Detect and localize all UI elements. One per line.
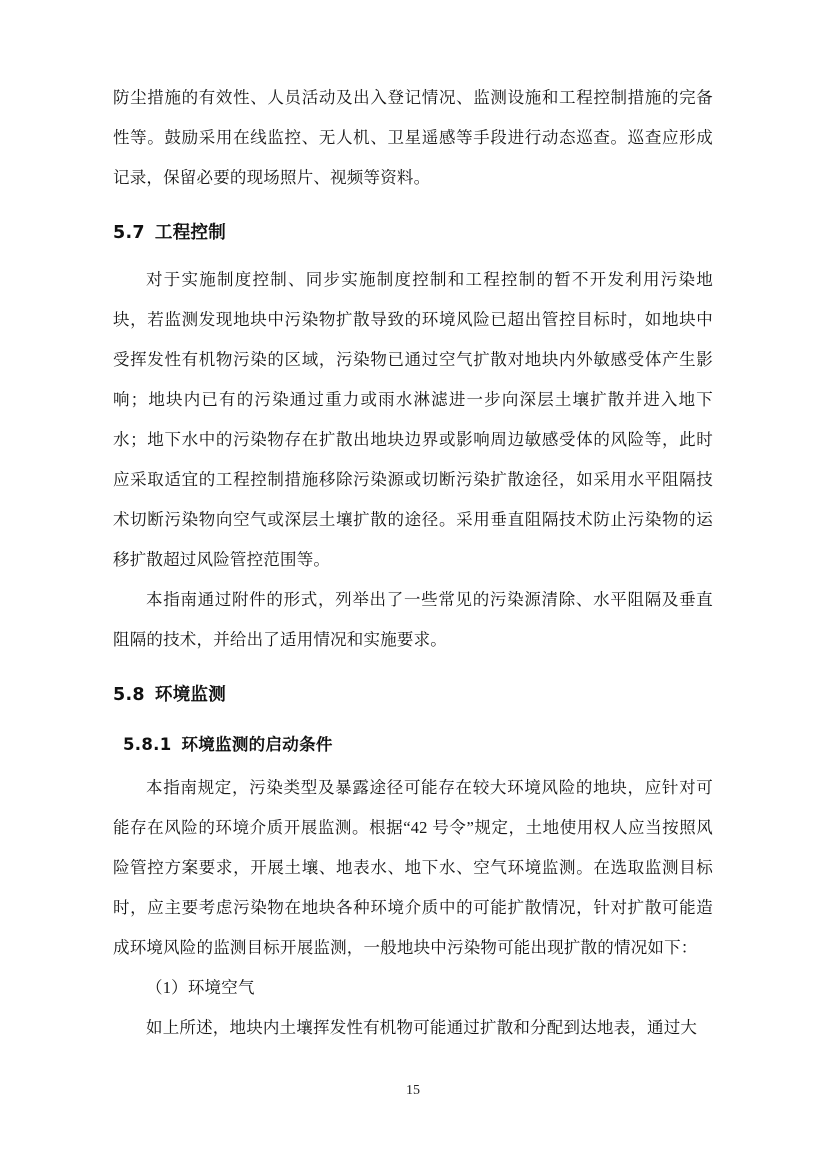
paragraph-intro: 防尘措施的有效性、人员活动及出入登记情况、监测设施和工程控制措施的完备性等。鼓励采用在线监控、无人机、卫星遥感等手段进行动态巡查。巡查应形成记录，保留必要的现场照片、视频等资料。 <box>113 88 713 187</box>
section-heading-5-7 <box>113 216 713 250</box>
section-number: 5.7 <box>113 223 145 243</box>
subsection-number: 5.8.1 <box>123 735 172 754</box>
paragraph-air-continued: 如上所述，地块内土壤挥发性有机物可能通过扩散和分配到达地表，通过大 <box>146 1018 698 1037</box>
paragraph-engineering-control: 对于实施制度控制、同步实施制度控制和工程控制的暂不开发利用污染地块，若监测发现地块中污染物扩散导致的环境风险已超出管控目标时，如地块中受挥发性有机物污染的区域，污染物已通过空气扩散对地块内外敏感受体产生影响；地块内已有的污染通过重力或雨水淋滤进一步向深层土壤扩散并进入地下水；地下水中的污染物存在扩散出地块边界或影响周边敏感受体的风险等，此时应采取适宜的工程控制措施移除污染源或切断污染扩散途径，如采用水平阻隔技术切断污染物向空气或深层土壤扩散的途径。采用垂直阻隔技术防止污染物的运移扩散超过风险管控范围等。 <box>113 270 713 569</box>
paragraph-item-ambient-air: （1）环境空气 <box>146 978 255 997</box>
page-content <box>113 78 713 1048</box>
page-number: 15 <box>406 1083 420 1098</box>
subsection-title: 环境监测的启动条件 <box>181 735 333 754</box>
subsection-heading-5-8-1 <box>113 728 713 762</box>
section-title: 环境监测 <box>154 685 227 705</box>
paragraph-appendix-reference: 本指南通过附件的形式，列举出了一些常见的污染源清除、水平阻隔及垂直阻隔的技术，并给出了适用情况和实施要求。 <box>113 590 713 649</box>
section-number: 5.8 <box>113 685 145 705</box>
section-heading-5-8 <box>113 678 713 712</box>
section-title: 工程控制 <box>154 223 227 243</box>
paragraph-monitoring-conditions: 本指南规定，污染类型及暴露途径可能存在较大环境风险的地块，应针对可能存在风险的环境介质开展监测。根据“42 号令”规定，土地使用权人应当按照风险管控方案要求，开展土壤、地表水、地下水、空气环境监测。在选取监测目标时，应主要考虑污染物在地块各种环境介质中的可能扩散情况，针对扩散可能造成环境风险的监测目标开展监测，一般地块中污染物可能出现扩散的情况如下： <box>113 778 713 957</box>
